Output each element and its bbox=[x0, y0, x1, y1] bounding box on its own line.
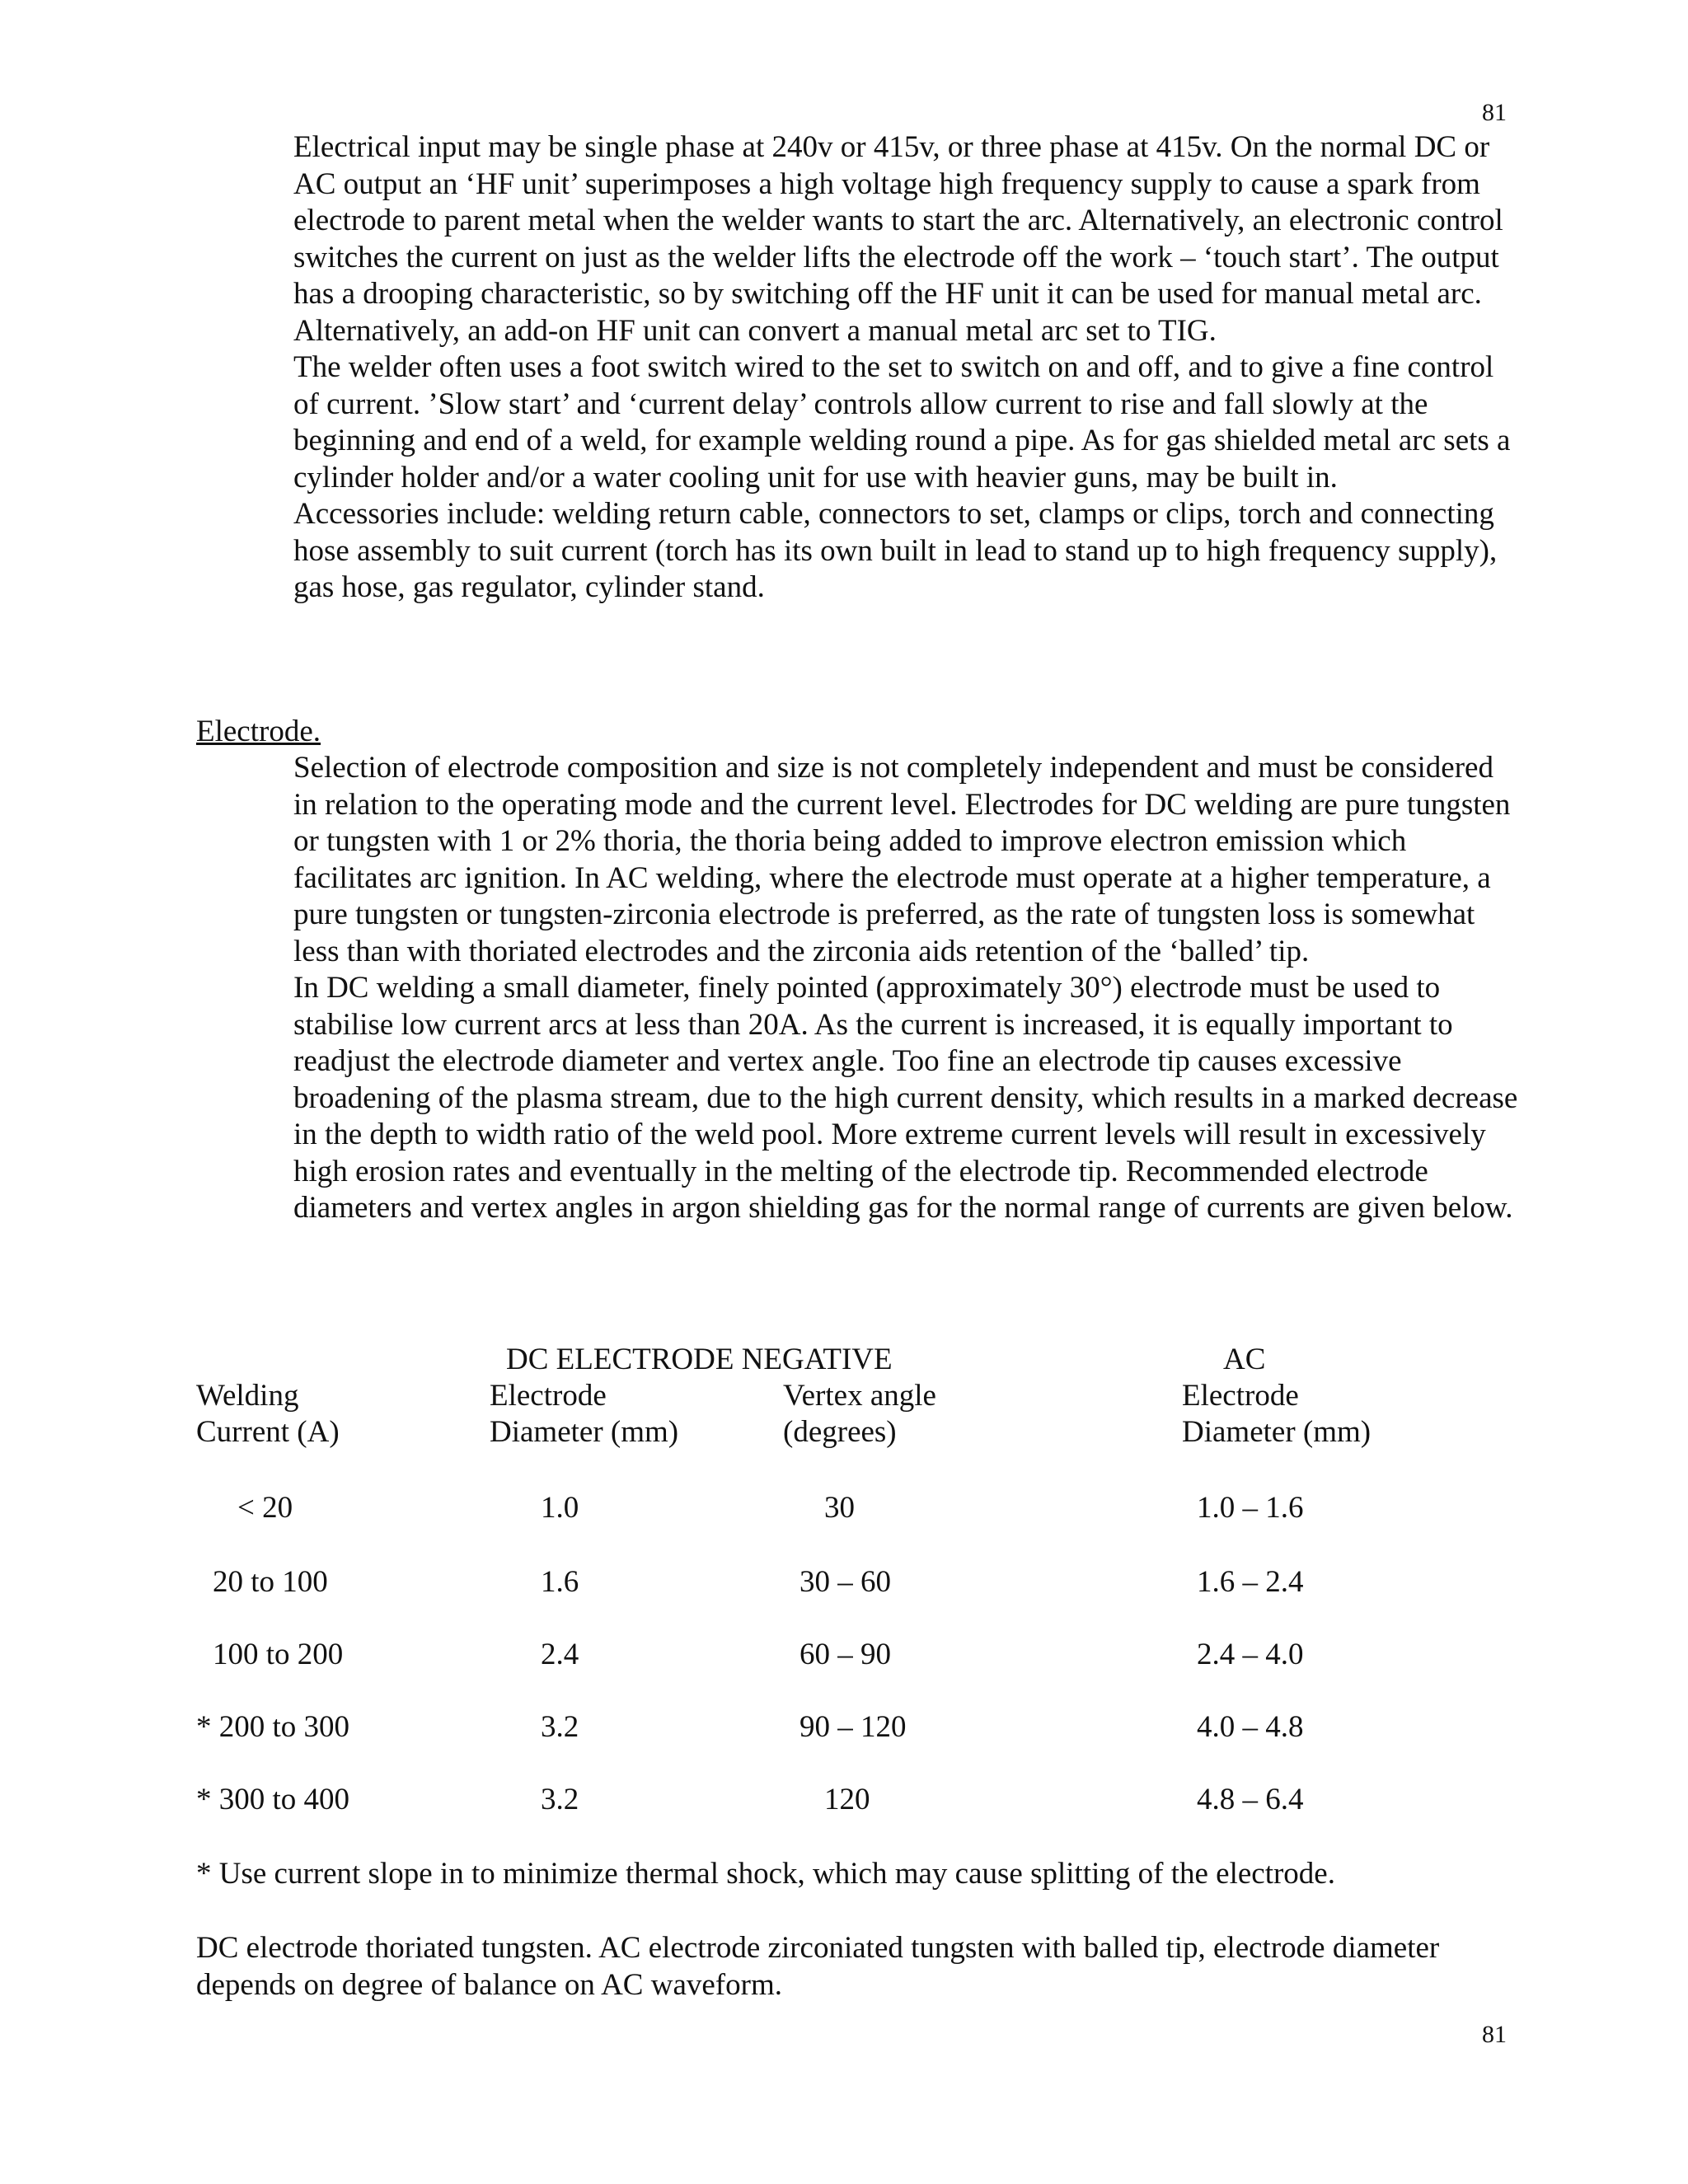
paragraph-dc-welding: In DC welding a small diameter, finely pointed (approximately 30°) electrode must be used to stabilise low current arcs at less than 20A. As the current is increased, it is equally important to readjust the electrode diameter and vertex angle. Too fine an electrode tip causes excessive broadening of the plasma stream, due to the high current density, which results in a marked decrease in the depth to width ratio of the weld pool. More extreme current levels will result in excessively high erosion rates and eventually in the melting of the electrode tip. Recommended electrode diameters and vertex angles in argon shielding gas for the normal range of currents are given below. bbox=[293, 971, 1518, 1225]
table-cell-ac-diameter: 4.0 – 4.8 bbox=[1197, 1710, 1304, 1744]
table-cell-ac-diameter: 4.8 – 6.4 bbox=[1197, 1783, 1304, 1816]
table-cell-dc-diameter: 3.2 bbox=[541, 1710, 579, 1744]
header-vertex-angle: Vertex angle bbox=[783, 1379, 936, 1413]
table-cell-dc-diameter: 3.2 bbox=[541, 1783, 579, 1816]
header-ac-diameter: Diameter (mm) bbox=[1182, 1415, 1372, 1449]
table-cell-ac-diameter: 2.4 – 4.0 bbox=[1197, 1638, 1304, 1671]
table-cell-vertex: 90 – 120 bbox=[799, 1710, 907, 1744]
table-cell-ac-diameter: 1.6 – 2.4 bbox=[1197, 1565, 1304, 1599]
header-current: Current (A) bbox=[196, 1415, 340, 1449]
table-cell-vertex: 30 – 60 bbox=[799, 1565, 891, 1599]
table-cell-vertex: 60 – 90 bbox=[799, 1638, 891, 1671]
page-number-bottom: 81 bbox=[1482, 2021, 1507, 2048]
page-number-top: 81 bbox=[1482, 99, 1507, 126]
table-cell-dc-diameter: 2.4 bbox=[541, 1638, 579, 1671]
header-dc-electrode: Electrode bbox=[490, 1379, 607, 1413]
section-heading-electrode: Electrode. bbox=[196, 715, 321, 748]
header-degrees: (degrees) bbox=[783, 1415, 897, 1449]
electrode-text bbox=[293, 750, 1522, 1227]
paragraph-electrical-input: Electrical input may be single phase at 240v or 415v, or three phase at 415v. On the normal DC or AC output an ‘HF unit’ superimposes a high voltage high frequency supply to cause a spark from electrode to parent metal when the welder wants to start the arc. Alternatively, an electronic control switches the current on just as the welder lifts the electrode off the work – ‘touch start’. The output has a drooping characteristic, so by switching off the HF unit it can be used for manual metal arc. Alternatively, an add-on HF unit can convert a manual metal arc set to TIG. bbox=[293, 130, 1503, 348]
paragraph-accessories: Accessories include: welding return cable, connectors to set, clamps or clips, torch and connecting hose assembly to suit current (torch has its own built in lead to stand up to high frequency supply), gas hose, gas regulator, cylinder stand. bbox=[293, 497, 1498, 604]
closing-note: DC electrode thoriated tungsten. AC electrode zirconiated tungsten with balled tip, electrode diameter depends on degree of balance on AC waveform. bbox=[196, 1931, 1440, 2002]
tig-equipment-text bbox=[293, 129, 1522, 607]
table-cell-current: < 20 bbox=[237, 1491, 293, 1525]
header-ac-electrode: Electrode bbox=[1182, 1379, 1299, 1413]
header-welding: Welding bbox=[196, 1379, 299, 1413]
header-dc-diameter: Diameter (mm) bbox=[490, 1415, 679, 1449]
table-cell-current: * 300 to 400 bbox=[196, 1783, 350, 1816]
table-cell-vertex: 30 bbox=[824, 1491, 855, 1525]
table-cell-ac-diameter: 1.0 – 1.6 bbox=[1197, 1491, 1304, 1525]
table-cell-dc-diameter: 1.0 bbox=[541, 1491, 579, 1525]
paragraph-foot-switch: The welder often uses a foot switch wired to the set to switch on and off, and to give a fine control of current. ’Slow start’ and ‘current delay’ controls allow current to rise and fall slowly at the beginning and end of a weld, for example welding round a pipe. As for gas shielded metal arc sets a cylinder holder and/or a water cooling unit for use with heavier guns, may be built in. bbox=[293, 350, 1511, 494]
table-cell-current: * 200 to 300 bbox=[196, 1710, 350, 1744]
table-group-ac: AC bbox=[1223, 1343, 1266, 1376]
table-group-dc: DC ELECTRODE NEGATIVE bbox=[506, 1343, 893, 1376]
table-footnote: * Use current slope in to minimize thermal shock, which may cause splitting of the electrode. bbox=[196, 1857, 1335, 1891]
table-cell-dc-diameter: 1.6 bbox=[541, 1565, 579, 1599]
table-cell-current: 100 to 200 bbox=[213, 1638, 344, 1671]
table-cell-current: 20 to 100 bbox=[213, 1565, 328, 1599]
table-cell-vertex: 120 bbox=[824, 1783, 870, 1816]
paragraph-electrode-selection: Selection of electrode composition and size is not completely independent and must be considered in relation to the operating mode and the current level. Electrodes for DC welding are pure tungsten or tungsten with 1 or 2% thoria, the thoria being added to improve electron emission which facilitates arc ignition. In AC welding, where the electrode must operate at a higher temperature, a pure tungsten or tungsten-zirconia electrode is preferred, as the rate of tungsten loss is somewhat less than with thoriated electrodes and the zirconia aids retention of the ‘balled’ tip. bbox=[293, 751, 1511, 968]
